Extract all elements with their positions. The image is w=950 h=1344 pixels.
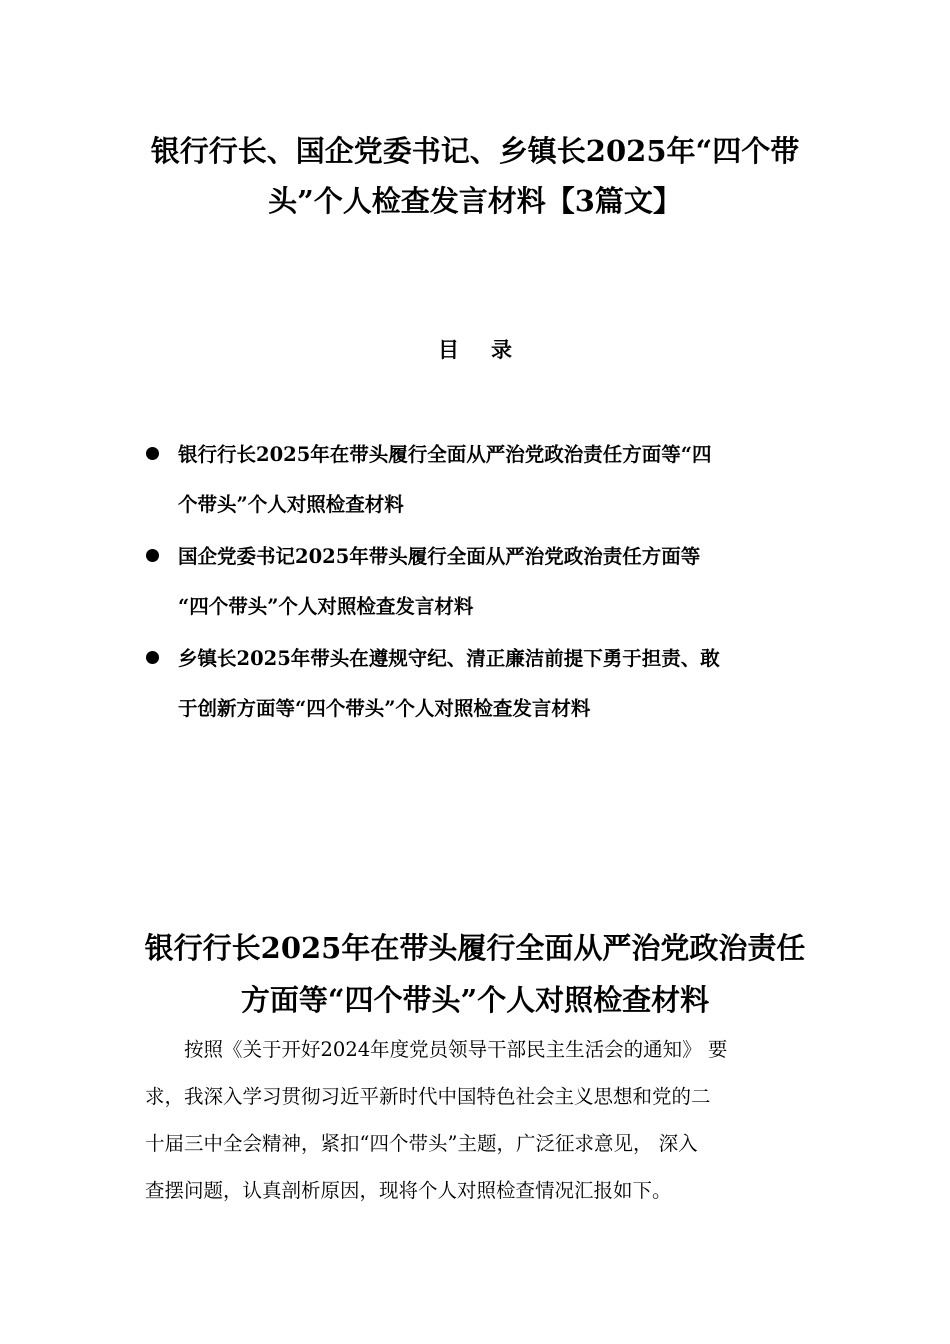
toc-heading: 目录 xyxy=(438,337,544,362)
toc-item-line: 个带头”个人对照检查材料 xyxy=(178,493,404,516)
toc-item-line: 银行行长2025年在带头履行全面从严治党政治责任方面等“四 xyxy=(178,443,712,466)
bullet-icon xyxy=(146,651,159,664)
toc-item-line: 于创新方面等“四个带头”个人对照检查发言材料 xyxy=(178,697,591,720)
paragraph-line: 查摆问题，认真剖析原因，现将个人对照检查情况汇报如下。 xyxy=(145,1179,672,1202)
document-title-line-1: 银行行长、国企党委书记、乡镇长2025年“四个带 xyxy=(150,134,800,168)
bullet-icon xyxy=(146,549,159,562)
paragraph-line: 求，我深入学习贯彻习近平新时代中国特色社会主义思想和党的二 xyxy=(145,1085,711,1108)
toc-item-township-head[interactable] xyxy=(140,634,820,734)
article-title-line-2: 方面等“四个带头”个人对照检查材料 xyxy=(240,983,710,1017)
paragraph-line: 按照《关于开好2024年度党员领导干部民主生活会的通知》 要 xyxy=(184,1038,728,1061)
bullet-icon xyxy=(146,447,159,460)
toc-item-soe-party-secretary[interactable] xyxy=(140,532,820,632)
article-title xyxy=(130,922,820,1026)
table-of-contents xyxy=(140,430,820,736)
document-title-line-2: 头”个人检查发言材料【3篇文】 xyxy=(268,184,682,218)
toc-item-line: “四个带头”个人对照检查发言材料 xyxy=(178,595,474,618)
toc-item-line: 国企党委书记2025年带头履行全面从严治党政治责任方面等 xyxy=(178,545,701,568)
article-title-line-1: 银行行长2025年在带头履行全面从严治党政治责任 xyxy=(144,931,806,965)
document-title xyxy=(130,126,820,226)
toc-item-bank-president[interactable] xyxy=(140,430,820,530)
toc-item-line: 乡镇长2025年带头在遵规守纪、清正廉洁前提下勇于担责、敢 xyxy=(178,647,720,670)
paragraph-line: 十届三中全会精神，紧扣“四个带头”主题，广泛征求意见， 深入 xyxy=(145,1132,698,1155)
article-intro-paragraph xyxy=(145,1026,807,1214)
